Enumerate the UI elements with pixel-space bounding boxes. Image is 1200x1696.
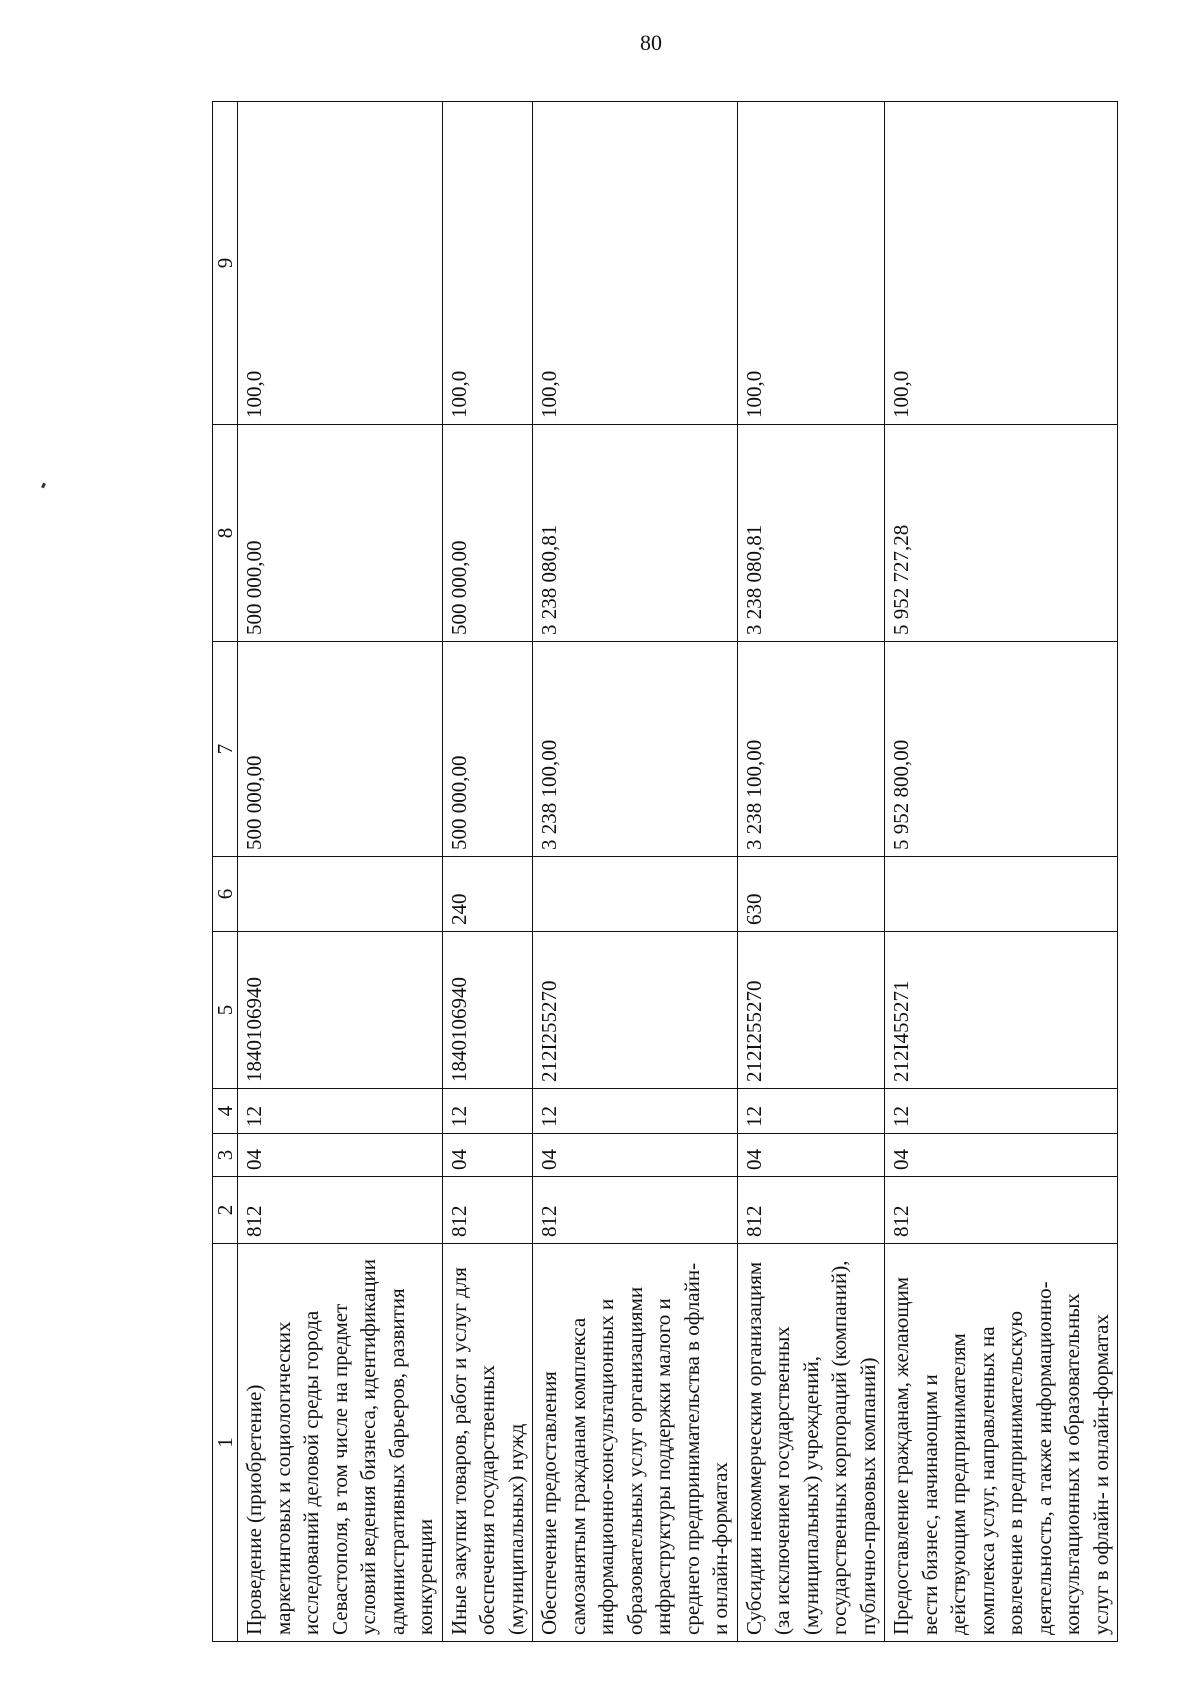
header-col-2: 2 [213, 1177, 238, 1244]
cell-col-7: 3 238 100,00 [533, 642, 738, 857]
cell-col-7: 500 000,00 [238, 642, 443, 857]
header-col-3: 3 [213, 1134, 238, 1177]
cell-col-2: 812 [442, 1177, 533, 1244]
cell-col-9: 100,0 [533, 102, 738, 425]
cell-col-6 [238, 857, 443, 932]
cell-col-4: 12 [737, 1089, 885, 1134]
cell-col-9: 100,0 [442, 102, 533, 425]
header-col-9: 9 [213, 102, 238, 425]
cell-col-6 [533, 857, 738, 932]
table-header [213, 102, 238, 1642]
cell-col-7: 5 952 800,00 [885, 642, 1118, 857]
header-col-8: 8 [213, 425, 238, 642]
cell-col-8: 500 000,00 [238, 425, 443, 642]
row-description: Обеспечение предоставления самозанятым гражданам комплекса информационно-консультационных и образовательных услуг организациями инфраструктуры поддержки малого и среднего предпринимательства в офлайн- и онлайн-форматах [533, 1244, 738, 1642]
cell-col-5: 212I455271 [885, 932, 1118, 1089]
cell-col-9: 100,0 [238, 102, 443, 425]
cell-col-3: 04 [238, 1134, 443, 1177]
cell-col-8: 3 238 080,81 [737, 425, 885, 642]
cell-col-3: 04 [737, 1134, 885, 1177]
cell-col-6 [885, 857, 1118, 932]
cell-col-9: 100,0 [885, 102, 1118, 425]
cell-col-6: 240 [442, 857, 533, 932]
cell-col-4: 12 [533, 1089, 738, 1134]
header-col-4: 4 [213, 1089, 238, 1134]
header-col-1: 1 [213, 1244, 238, 1642]
header-col-6: 6 [213, 857, 238, 932]
table-row [885, 102, 1118, 1642]
cell-col-2: 812 [238, 1177, 443, 1244]
cell-col-3: 04 [442, 1134, 533, 1177]
cell-col-8: 5 952 727,28 [885, 425, 1118, 642]
cell-col-6: 630 [737, 857, 885, 932]
cell-col-7: 3 238 100,00 [737, 642, 885, 857]
page-number: 80 [640, 30, 662, 55]
row-description: Проведение (приобретение) маркетинговых и социологических исследований деловой среды города Севастополя, в том числе на предмет условий ведения бизнеса, идентификации административных барьеров, развития конкуренции [238, 1244, 443, 1642]
cell-col-2: 812 [533, 1177, 738, 1244]
cell-col-5: 1840106940 [238, 932, 443, 1089]
cell-col-4: 12 [885, 1089, 1118, 1134]
table-row [737, 102, 885, 1642]
cell-col-2: 812 [885, 1177, 1118, 1244]
budget-table-rotated [212, 102, 1113, 1642]
cell-col-3: 04 [885, 1134, 1118, 1177]
cell-col-5: 212I255270 [737, 932, 885, 1089]
cell-col-5: 212I255270 [533, 932, 738, 1089]
row-description: Субсидии некоммерческим организациям (за исключением государственных (муниципальных) учреждений, государственных корпораций (компаний), публично-правовых компаний) [737, 1244, 885, 1642]
table-row [442, 102, 533, 1642]
cell-col-9: 100,0 [737, 102, 885, 425]
cell-col-4: 12 [442, 1089, 533, 1134]
row-description: Иные закупки товаров, работ и услуг для обеспечения государственных (муниципальных) нужд [442, 1244, 533, 1642]
cell-col-8: 3 238 080,81 [533, 425, 738, 642]
cell-col-3: 04 [533, 1134, 738, 1177]
scan-artifact-mark [41, 483, 46, 489]
table-row [238, 102, 443, 1642]
cell-col-4: 12 [238, 1089, 443, 1134]
row-description: Предоставление гражданам, желающим вести бизнес, начинающим и действующим предпринимателям комплекса услуг, направленных на вовлечение в предпринимательскую деятельность, а также информационно-консультационных и образовательных услуг в офлайн- и онлайн-форматах [885, 1244, 1118, 1642]
cell-col-2: 812 [737, 1177, 885, 1244]
budget-table [212, 101, 1118, 1642]
cell-col-5: 1840106940 [442, 932, 533, 1089]
cell-col-7: 500 000,00 [442, 642, 533, 857]
header-col-5: 5 [213, 932, 238, 1089]
header-col-7: 7 [213, 642, 238, 857]
table-row [533, 102, 738, 1642]
cell-col-8: 500 000,00 [442, 425, 533, 642]
